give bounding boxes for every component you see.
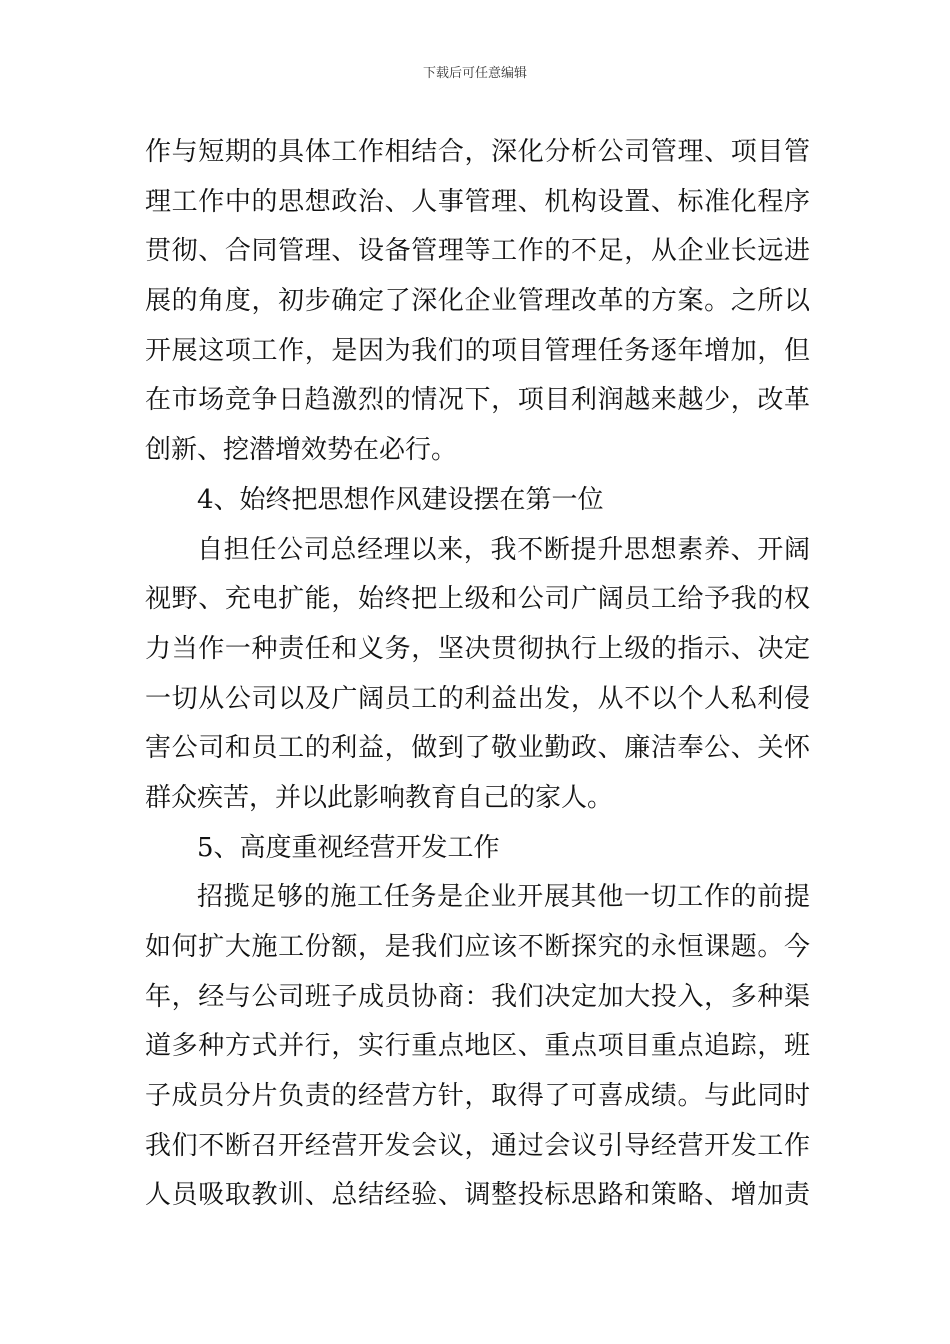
text-line: 理工作中的思想政治、人事管理、机构设置、标准化程序 <box>145 186 810 217</box>
text-line: 一切从公司以及广阔员工的利益出发，从不以个人私利侵 <box>145 683 810 714</box>
text-line: 创新、挖潜增效势在必行。 <box>145 435 458 466</box>
text-line: 作与短期的具体工作相结合，深化分析公司管理、项目管 <box>145 137 810 167</box>
document-body <box>145 128 810 1221</box>
text-line: 害公司和员工的利益，做到了敬业勤政、廉洁奉公、关怀 <box>145 733 810 764</box>
section-heading: 5、高度重视经营开发工作 <box>197 832 500 863</box>
text-line: 贯彻、合同管理、设备管理等工作的不足，从企业长远进 <box>145 236 810 267</box>
text-line: 招揽足够的施工任务是企业开展其他一切工作的前提 <box>197 882 810 913</box>
section-heading: 4、始终把思想作风建设摆在第一位 <box>197 484 604 515</box>
text-line: 在市场竞争日趋激烈的情况下，项目利润越来越少，改革 <box>145 385 810 416</box>
text-line: 开展这项工作，是因为我们的项目管理任务逐年增加，但 <box>145 335 810 366</box>
text-line: 子成员分片负责的经营方针，取得了可喜成绩。与此同时 <box>145 1081 810 1112</box>
text-line: 年，经与公司班子成员协商：我们决定加大投入，多种渠 <box>145 981 810 1012</box>
text-line: 道多种方式并行，实行重点地区、重点项目重点追踪，班 <box>145 1031 810 1062</box>
text-line: 自担任公司总经理以来，我不断提升思想素养、开阔 <box>197 534 810 565</box>
text-line: 我们不断召开经营开发会议，通过会议引导经营开发工作 <box>145 1130 810 1161</box>
text-line: 群众疾苦，并以此影响教育自己的家人。 <box>145 782 614 813</box>
text-line: 人员吸取教训、总结经验、调整投标思路和策略、增加责 <box>145 1180 810 1211</box>
text-line: 视野、充电扩能，始终把上级和公司广阔员工给予我的权 <box>145 584 810 615</box>
text-line: 如何扩大施工份额，是我们应该不断探究的永恒课题。今 <box>145 932 810 962</box>
page-header-note: 下载后可任意编辑 <box>422 66 527 81</box>
text-line: 展的角度，初步确定了深化企业管理改革的方案。之所以 <box>145 286 810 317</box>
text-line: 力当作一种责任和义务，坚决贯彻执行上级的指示、决定 <box>145 633 810 664</box>
